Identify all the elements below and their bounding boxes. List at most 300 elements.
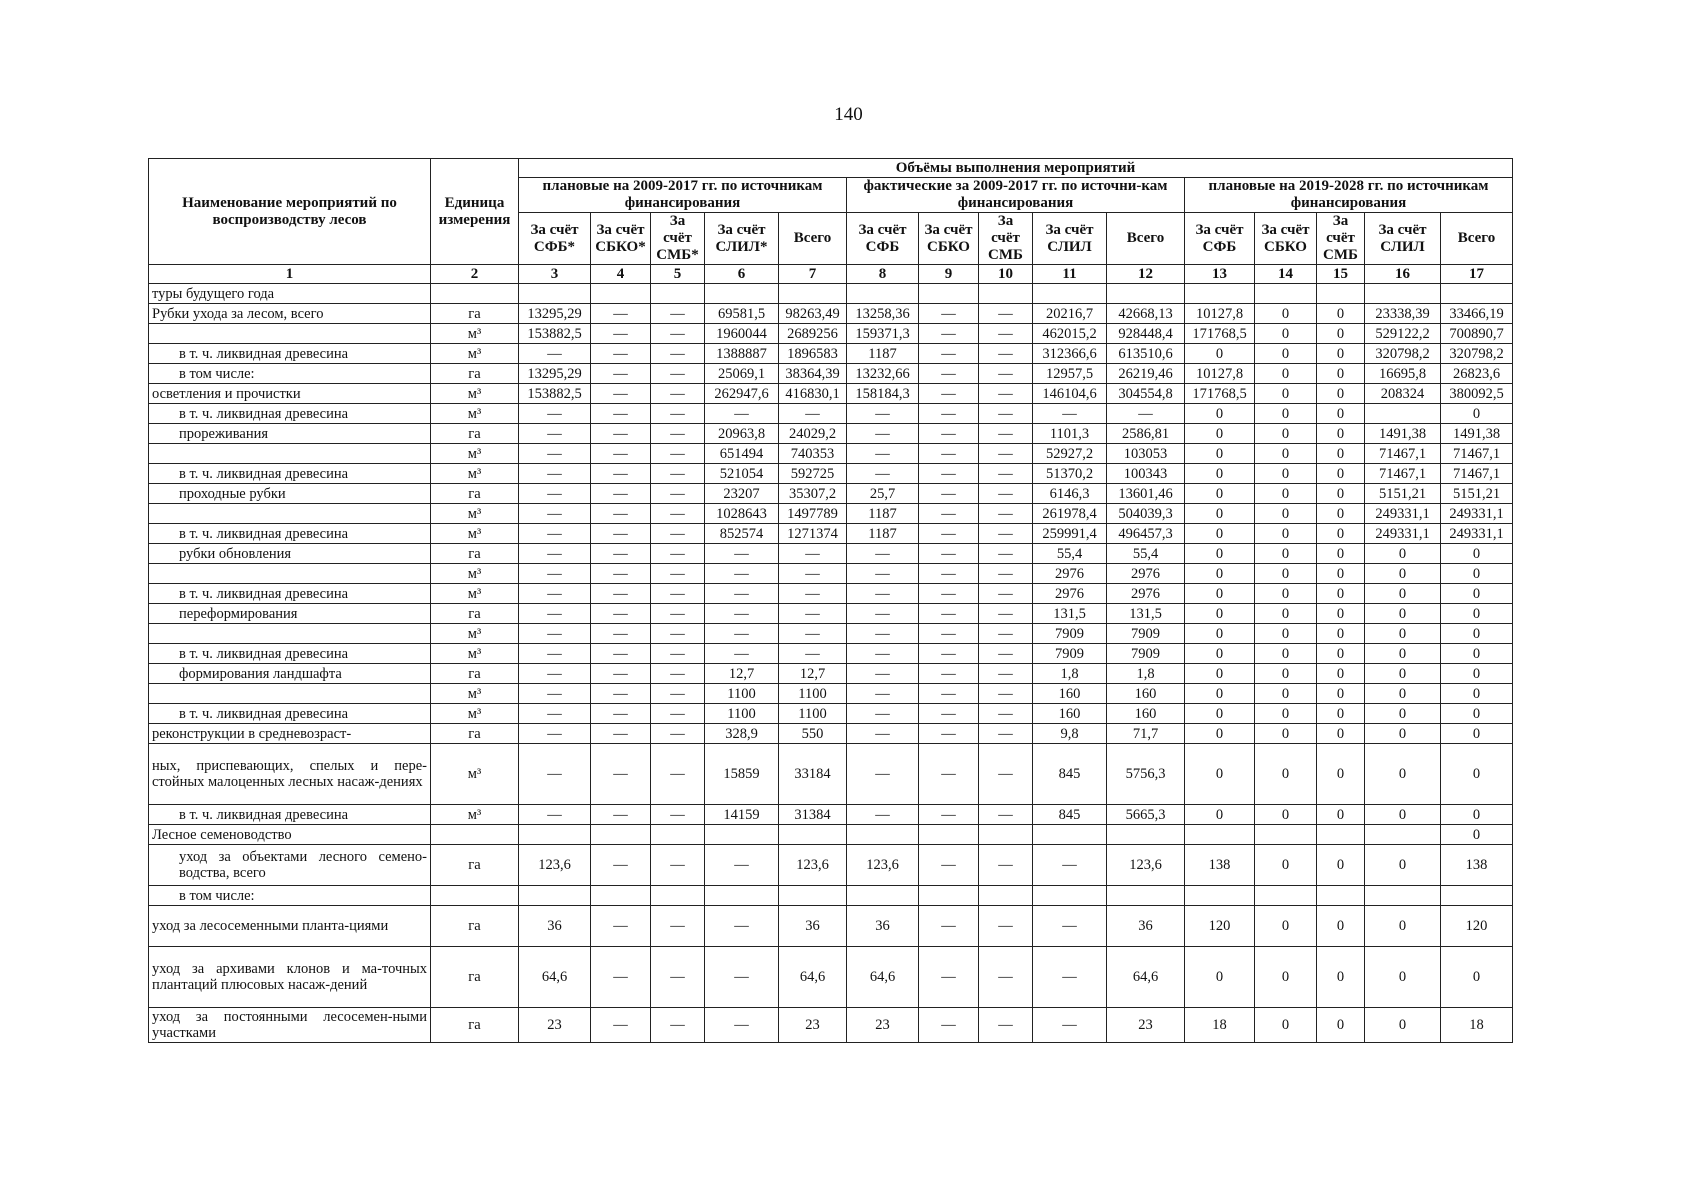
value-cell: 1187 <box>847 344 919 364</box>
table-row <box>149 424 1513 444</box>
value-cell: 0 <box>1185 444 1255 464</box>
value-cell <box>1033 284 1107 304</box>
value-cell: 38364,39 <box>779 364 847 384</box>
value-cell: 138 <box>1185 845 1255 886</box>
column-number: 3 <box>519 265 591 284</box>
value-cell: — <box>919 947 979 1008</box>
value-cell: 2689256 <box>779 324 847 344</box>
subheader-cell: За счёт СБКО* <box>591 213 651 265</box>
value-cell: — <box>919 644 979 664</box>
table-row <box>149 364 1513 384</box>
value-cell: 160 <box>1033 684 1107 704</box>
value-cell: 0 <box>1365 845 1441 886</box>
value-cell: 171768,5 <box>1185 384 1255 404</box>
value-cell: 0 <box>1185 344 1255 364</box>
unit-cell: га <box>431 544 519 564</box>
table-row <box>149 544 1513 564</box>
value-cell <box>651 825 705 845</box>
value-cell <box>847 886 919 906</box>
value-cell: 845 <box>1033 805 1107 825</box>
value-cell: 0 <box>1255 544 1317 564</box>
unit-cell: м³ <box>431 444 519 464</box>
value-cell: — <box>651 464 705 484</box>
value-cell: 0 <box>1255 584 1317 604</box>
column-number: 12 <box>1107 265 1185 284</box>
unit-cell: га <box>431 906 519 947</box>
value-cell: 36 <box>779 906 847 947</box>
value-cell: 13295,29 <box>519 364 591 384</box>
value-cell: — <box>705 1008 779 1043</box>
value-cell: 0 <box>1185 584 1255 604</box>
measure-name-cell: Лесное семеноводство <box>149 825 431 845</box>
value-cell: 120 <box>1185 906 1255 947</box>
value-cell: — <box>591 484 651 504</box>
value-cell: 35307,2 <box>779 484 847 504</box>
value-cell: 0 <box>1365 744 1441 805</box>
value-cell: — <box>979 947 1033 1008</box>
value-cell: 153882,5 <box>519 384 591 404</box>
column-number: 11 <box>1033 265 1107 284</box>
unit-cell: м³ <box>431 404 519 424</box>
value-cell: — <box>705 845 779 886</box>
value-cell: — <box>519 544 591 564</box>
value-cell: — <box>919 664 979 684</box>
group2-header: фактические за 2009-2017 гг. по источни-кам финансирования <box>847 178 1185 213</box>
value-cell: 71,7 <box>1107 724 1185 744</box>
value-cell: — <box>591 544 651 564</box>
value-cell: 160 <box>1107 684 1185 704</box>
value-cell: 0 <box>1441 825 1513 845</box>
volumes-header: Объёмы выполнения мероприятий <box>519 159 1513 178</box>
value-cell: — <box>1033 404 1107 424</box>
measure-name-cell: в т. ч. ликвидная древесина <box>149 464 431 484</box>
value-cell: 0 <box>1441 744 1513 805</box>
value-cell: 259991,4 <box>1033 524 1107 544</box>
value-cell: 23 <box>1107 1008 1185 1043</box>
value-cell: — <box>979 664 1033 684</box>
value-cell: 0 <box>1185 744 1255 805</box>
value-cell: — <box>979 324 1033 344</box>
unit-cell: м³ <box>431 344 519 364</box>
value-cell: — <box>519 704 591 724</box>
value-cell: 14159 <box>705 805 779 825</box>
unit-cell <box>431 886 519 906</box>
value-cell: 0 <box>1255 604 1317 624</box>
value-cell: 153882,5 <box>519 324 591 344</box>
subheader-cell: Всего <box>1107 213 1185 265</box>
value-cell: 1100 <box>705 684 779 704</box>
table-row <box>149 304 1513 324</box>
col-name-header: Наименование мероприятий по воспроизводству лесов <box>149 159 431 265</box>
value-cell: — <box>651 484 705 504</box>
value-cell: 12,7 <box>779 664 847 684</box>
table-row <box>149 504 1513 524</box>
value-cell <box>1033 825 1107 845</box>
value-cell: — <box>591 324 651 344</box>
value-cell: 69581,5 <box>705 304 779 324</box>
value-cell <box>1033 886 1107 906</box>
value-cell: 0 <box>1255 1008 1317 1043</box>
value-cell: 0 <box>1365 604 1441 624</box>
value-cell: — <box>847 424 919 444</box>
value-cell: 0 <box>1365 704 1441 724</box>
value-cell: 6146,3 <box>1033 484 1107 504</box>
value-cell: 261978,4 <box>1033 504 1107 524</box>
table-row <box>149 344 1513 364</box>
value-cell: — <box>591 624 651 644</box>
value-cell: 0 <box>1185 624 1255 644</box>
value-cell: — <box>979 384 1033 404</box>
value-cell <box>519 825 591 845</box>
value-cell: — <box>979 524 1033 544</box>
value-cell: 52927,2 <box>1033 444 1107 464</box>
value-cell: 0 <box>1365 724 1441 744</box>
value-cell: — <box>979 724 1033 744</box>
value-cell: 0 <box>1317 324 1365 344</box>
value-cell <box>1255 886 1317 906</box>
value-cell: 55,4 <box>1107 544 1185 564</box>
col-unit-header: Единица измерения <box>431 159 519 265</box>
value-cell: — <box>779 404 847 424</box>
value-cell: — <box>919 584 979 604</box>
unit-cell: м³ <box>431 464 519 484</box>
value-cell: — <box>591 684 651 704</box>
table-row <box>149 384 1513 404</box>
value-cell: — <box>779 544 847 564</box>
value-cell: — <box>919 364 979 384</box>
column-number: 9 <box>919 265 979 284</box>
table-row <box>149 564 1513 584</box>
value-cell: 24029,2 <box>779 424 847 444</box>
value-cell: — <box>779 644 847 664</box>
value-cell: 13258,36 <box>847 304 919 324</box>
measure-name-cell: реконструкции в средневозраст- <box>149 724 431 744</box>
value-cell: 31384 <box>779 805 847 825</box>
value-cell: 18 <box>1441 1008 1513 1043</box>
value-cell: 20216,7 <box>1033 304 1107 324</box>
value-cell: 23338,39 <box>1365 304 1441 324</box>
value-cell: 0 <box>1365 1008 1441 1043</box>
value-cell: 0 <box>1317 845 1365 886</box>
table-row <box>149 464 1513 484</box>
value-cell: 0 <box>1317 684 1365 704</box>
table-row <box>149 444 1513 464</box>
value-cell: 0 <box>1441 644 1513 664</box>
value-cell: — <box>919 504 979 524</box>
measure-name-cell: ных, приспевающих, спелых и пере-стойных малоценных лесных насаж-дениях <box>149 744 431 805</box>
group1-header: плановые на 2009-2017 гг. по источникам финансирования <box>519 178 847 213</box>
value-cell: 0 <box>1317 464 1365 484</box>
value-cell: 0 <box>1255 384 1317 404</box>
column-number: 4 <box>591 265 651 284</box>
value-cell: 12957,5 <box>1033 364 1107 384</box>
table-row <box>149 404 1513 424</box>
value-cell: 1101,3 <box>1033 424 1107 444</box>
value-cell <box>705 825 779 845</box>
value-cell: 0 <box>1317 444 1365 464</box>
unit-cell: га <box>431 604 519 624</box>
value-cell: 0 <box>1255 524 1317 544</box>
value-cell: 740353 <box>779 444 847 464</box>
value-cell: — <box>519 684 591 704</box>
value-cell: — <box>779 604 847 624</box>
value-cell: 1896583 <box>779 344 847 364</box>
value-cell <box>1317 284 1365 304</box>
value-cell: 5151,21 <box>1441 484 1513 504</box>
value-cell: 0 <box>1317 404 1365 424</box>
value-cell: 159371,3 <box>847 324 919 344</box>
value-cell: 0 <box>1317 364 1365 384</box>
value-cell: 98263,49 <box>779 304 847 324</box>
value-cell: — <box>979 364 1033 384</box>
value-cell: 7909 <box>1107 644 1185 664</box>
value-cell: — <box>651 624 705 644</box>
value-cell: 0 <box>1317 724 1365 744</box>
value-cell: — <box>591 524 651 544</box>
column-number: 2 <box>431 265 519 284</box>
value-cell <box>1107 284 1185 304</box>
value-cell: 71467,1 <box>1365 464 1441 484</box>
table-row <box>149 947 1513 1008</box>
measure-name-cell: уход за архивами клонов и ма-точных плантаций плюсовых насаж-дений <box>149 947 431 1008</box>
table-row <box>149 724 1513 744</box>
value-cell <box>591 284 651 304</box>
value-cell: — <box>651 404 705 424</box>
value-cell: — <box>979 304 1033 324</box>
value-cell: — <box>919 564 979 584</box>
unit-cell <box>431 825 519 845</box>
value-cell <box>1107 886 1185 906</box>
value-cell: 20963,8 <box>705 424 779 444</box>
value-cell: 0 <box>1185 484 1255 504</box>
value-cell: — <box>651 504 705 524</box>
value-cell: — <box>979 684 1033 704</box>
value-cell: 0 <box>1441 724 1513 744</box>
value-cell: 36 <box>1107 906 1185 947</box>
value-cell: 0 <box>1185 424 1255 444</box>
value-cell <box>779 284 847 304</box>
value-cell: — <box>919 324 979 344</box>
value-cell: — <box>847 805 919 825</box>
value-cell: — <box>651 344 705 364</box>
value-cell: 2976 <box>1033 584 1107 604</box>
value-cell: — <box>591 364 651 384</box>
unit-cell: м³ <box>431 324 519 344</box>
value-cell: — <box>847 624 919 644</box>
value-cell: — <box>1107 404 1185 424</box>
value-cell: 0 <box>1441 404 1513 424</box>
value-cell <box>705 284 779 304</box>
unit-cell: м³ <box>431 684 519 704</box>
value-cell: — <box>1033 906 1107 947</box>
column-number: 1 <box>149 265 431 284</box>
table-row <box>149 906 1513 947</box>
value-cell: — <box>847 464 919 484</box>
value-cell: 651494 <box>705 444 779 464</box>
value-cell <box>1185 825 1255 845</box>
value-cell: — <box>919 845 979 886</box>
unit-cell: м³ <box>431 584 519 604</box>
value-cell: 380092,5 <box>1441 384 1513 404</box>
value-cell: 328,9 <box>705 724 779 744</box>
unit-cell: га <box>431 304 519 324</box>
value-cell: 2976 <box>1107 564 1185 584</box>
measure-name-cell: в том числе: <box>149 364 431 384</box>
value-cell: — <box>519 344 591 364</box>
value-cell <box>1365 284 1441 304</box>
value-cell: — <box>591 805 651 825</box>
value-cell: — <box>651 1008 705 1043</box>
column-number-row <box>149 265 1513 284</box>
measure-name-cell: уход за объектами лесного семено-водства, всего <box>149 845 431 886</box>
value-cell: — <box>651 424 705 444</box>
unit-cell: га <box>431 664 519 684</box>
value-cell: 0 <box>1317 564 1365 584</box>
value-cell: 7909 <box>1107 624 1185 644</box>
value-cell: — <box>651 304 705 324</box>
value-cell <box>1317 825 1365 845</box>
value-cell: 0 <box>1185 684 1255 704</box>
value-cell: 0 <box>1255 704 1317 724</box>
value-cell: — <box>779 584 847 604</box>
measures-table-wrap <box>148 158 1513 1043</box>
value-cell: 51370,2 <box>1033 464 1107 484</box>
value-cell: — <box>919 604 979 624</box>
value-cell: — <box>847 724 919 744</box>
value-cell: 0 <box>1255 404 1317 424</box>
value-cell <box>1365 404 1441 424</box>
value-cell: 10127,8 <box>1185 304 1255 324</box>
measure-name-cell: в т. ч. ликвидная древесина <box>149 584 431 604</box>
value-cell: 249331,1 <box>1441 504 1513 524</box>
value-cell: — <box>519 424 591 444</box>
table-row <box>149 1008 1513 1043</box>
value-cell: 521054 <box>705 464 779 484</box>
table-body <box>149 284 1513 1043</box>
measure-name-cell: в т. ч. ликвидная древесина <box>149 644 431 664</box>
value-cell: 16695,8 <box>1365 364 1441 384</box>
measure-name-cell <box>149 324 431 344</box>
value-cell <box>1255 825 1317 845</box>
value-cell: — <box>651 384 705 404</box>
value-cell: — <box>651 584 705 604</box>
measure-name-cell <box>149 444 431 464</box>
subheader-cell: За счёт СМБ <box>979 213 1033 265</box>
value-cell: 0 <box>1185 724 1255 744</box>
value-cell <box>651 886 705 906</box>
subheader-cell: За счёт СБКО <box>1255 213 1317 265</box>
value-cell <box>1441 284 1513 304</box>
unit-cell: га <box>431 424 519 444</box>
value-cell <box>979 825 1033 845</box>
value-cell <box>1255 284 1317 304</box>
value-cell: 0 <box>1185 564 1255 584</box>
measure-name-cell <box>149 684 431 704</box>
value-cell: — <box>651 805 705 825</box>
value-cell: 0 <box>1441 704 1513 724</box>
value-cell: — <box>705 584 779 604</box>
value-cell: — <box>979 704 1033 724</box>
value-cell: 13232,66 <box>847 364 919 384</box>
value-cell: 158184,3 <box>847 384 919 404</box>
value-cell: — <box>919 624 979 644</box>
value-cell: — <box>979 464 1033 484</box>
value-cell: 304554,8 <box>1107 384 1185 404</box>
value-cell: — <box>919 524 979 544</box>
subheader-cell: За счёт СФБ <box>1185 213 1255 265</box>
value-cell: 0 <box>1317 484 1365 504</box>
value-cell: — <box>919 1008 979 1043</box>
value-cell <box>705 886 779 906</box>
value-cell: 0 <box>1317 424 1365 444</box>
unit-cell: м³ <box>431 564 519 584</box>
value-cell: 845 <box>1033 744 1107 805</box>
value-cell: 23207 <box>705 484 779 504</box>
value-cell: — <box>651 704 705 724</box>
value-cell: — <box>979 564 1033 584</box>
table-row <box>149 644 1513 664</box>
value-cell: — <box>591 444 651 464</box>
value-cell: 0 <box>1441 604 1513 624</box>
subheader-cell: За счёт СФБ <box>847 213 919 265</box>
subheader-cell: За счёт СЛИЛ <box>1365 213 1441 265</box>
measure-name-cell: рубки обновления <box>149 544 431 564</box>
column-number: 13 <box>1185 265 1255 284</box>
value-cell: — <box>919 384 979 404</box>
table-row <box>149 604 1513 624</box>
value-cell: — <box>979 644 1033 664</box>
value-cell: 928448,4 <box>1107 324 1185 344</box>
value-cell: 0 <box>1317 584 1365 604</box>
value-cell: — <box>591 724 651 744</box>
value-cell <box>1365 825 1441 845</box>
value-cell: 208324 <box>1365 384 1441 404</box>
value-cell: 5756,3 <box>1107 744 1185 805</box>
table-row <box>149 805 1513 825</box>
value-cell: 0 <box>1255 424 1317 444</box>
value-cell: 249331,1 <box>1441 524 1513 544</box>
value-cell: 33184 <box>779 744 847 805</box>
subheader-cell: За счёт СМБ <box>1317 213 1365 265</box>
value-cell: 0 <box>1185 604 1255 624</box>
value-cell: — <box>919 424 979 444</box>
measure-name-cell: формирования ландшафта <box>149 664 431 684</box>
value-cell: 131,5 <box>1033 604 1107 624</box>
value-cell: 613510,6 <box>1107 344 1185 364</box>
value-cell: 1100 <box>779 704 847 724</box>
value-cell: 0 <box>1185 504 1255 524</box>
value-cell: 25069,1 <box>705 364 779 384</box>
value-cell: — <box>651 684 705 704</box>
value-cell: 0 <box>1365 584 1441 604</box>
value-cell: 0 <box>1441 947 1513 1008</box>
value-cell: — <box>1033 1008 1107 1043</box>
value-cell: — <box>705 644 779 664</box>
value-cell: 36 <box>519 906 591 947</box>
value-cell: — <box>979 584 1033 604</box>
value-cell: 0 <box>1441 664 1513 684</box>
value-cell: 0 <box>1441 684 1513 704</box>
value-cell: — <box>591 344 651 364</box>
table-row <box>149 704 1513 724</box>
value-cell: 0 <box>1255 504 1317 524</box>
value-cell: 123,6 <box>1107 845 1185 886</box>
value-cell: — <box>847 744 919 805</box>
value-cell: — <box>651 845 705 886</box>
value-cell: — <box>919 304 979 324</box>
value-cell: — <box>519 444 591 464</box>
value-cell: — <box>519 564 591 584</box>
